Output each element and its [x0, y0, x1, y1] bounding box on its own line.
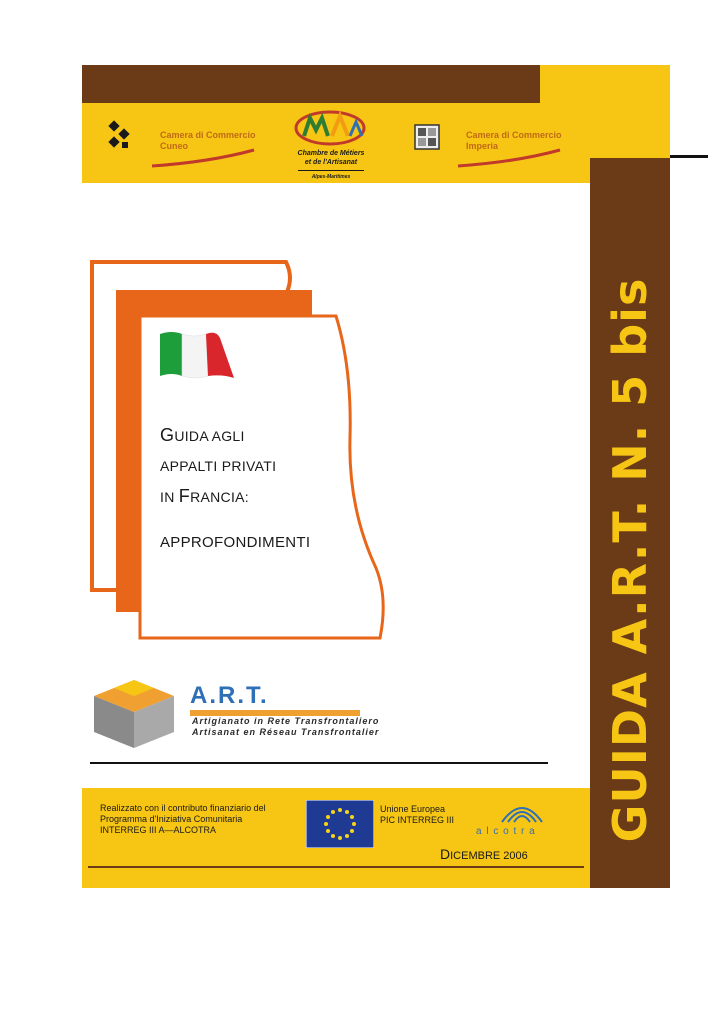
publication-date: DICEMBRE 2006 [440, 846, 528, 862]
eu-flag-icon [306, 800, 374, 848]
title-line-3: IN FRANCIA: [160, 486, 249, 506]
title-line-1: GUIDA AGLI [160, 425, 245, 445]
cma-label: Chambre de Métiers et de l'Artisanat Alpes-Maritimes [297, 150, 365, 180]
vertical-guide-title: GUIDA A.R.T. N. 5 bis [603, 277, 657, 843]
alcotra-mountain-icon [500, 800, 544, 824]
cover-title-block [160, 420, 310, 558]
cma-underline [298, 170, 364, 171]
cover-subtitle: APPROFONDIMENTI [160, 534, 311, 551]
art-cube-logo-icon [90, 676, 186, 750]
imperia-emblem-icon [414, 124, 440, 150]
art-logo-name: A.R.T. [190, 682, 269, 709]
header-yellow-strip [540, 65, 670, 103]
italian-flag-icon [158, 330, 236, 380]
art-logo-subtitle: Artigianato in Rete Transfrontaliero Artisanat en Réseau Transfrontalier [192, 716, 380, 737]
cma-logo-icon [292, 108, 368, 148]
funding-note: Realizzato con il contributo finanziario del Programma d'Iniziativa Comunitaria INTERREG III A—ALCOTRA [100, 803, 266, 835]
cuneo-swoosh-icon [150, 148, 260, 168]
title-line-2: APPALTI PRIVATI [160, 458, 277, 474]
cuneo-emblem-icon [106, 120, 136, 150]
section-divider [90, 762, 548, 764]
eu-program-label: Unione Europea PIC INTERREG III [380, 804, 455, 825]
cuneo-chamber-label: Camera di Commercio Cuneo [160, 130, 256, 151]
footer-underline [88, 866, 584, 868]
imperia-swoosh-icon [456, 148, 566, 168]
header-brown-band [82, 65, 540, 103]
alcotra-label: a l c o t r a [476, 826, 536, 837]
imperia-chamber-label: Camera di Commercio Imperia [466, 130, 562, 151]
header-tab-line [670, 155, 708, 158]
